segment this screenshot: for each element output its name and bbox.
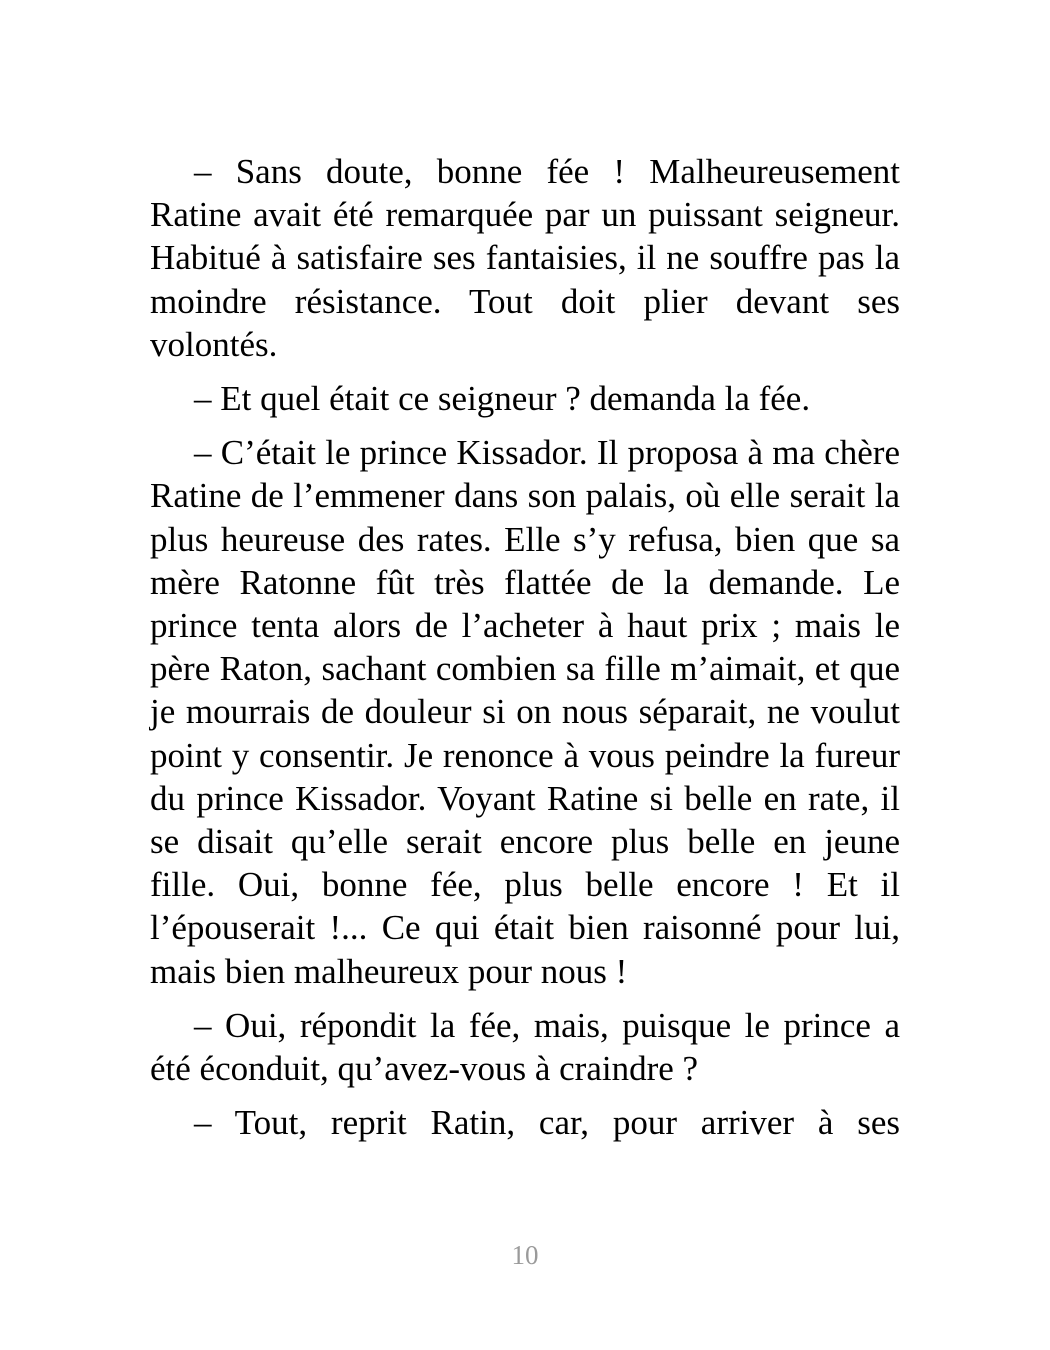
paragraph-1: – Sans doute, bonne fée ! Malheureusement Ratine avait été remarquée par un puissant seigneur. Habitué à satisfaire ses fantaisies, il ne souffre pas la moindre résistance. Tout doit plier devant ses volontés.	[150, 152, 900, 364]
page-body	[150, 150, 900, 1155]
paragraph-2: – Et quel était ce seigneur ? demanda la fée.	[194, 379, 811, 419]
paragraph-3: – C’était le prince Kissador. Il proposa à ma chère Ratine de l’emmener dans son palais, où elle serait la plus heureuse des rates. Elle s’y refusa, bien que sa mère Ratonne fût très flattée de la demande. Le prince tenta alors de l’acheter à haut prix ; mais le père Raton, sachant combien sa fille m’aimait, et que je mourrais de douleur si on nous séparait, ne voulut point y consentir. Je renonce à vous peindre la fureur du prince Kissador. Voyant Ratine si belle en rate, il se disait qu’elle serait encore plus belle en jeune fille. Oui, bonne fée, plus belle encore ! Et il l’épouserait !... Ce qui était bien raisonné pour lui, mais bien malheureux pour nous !	[150, 433, 900, 991]
paragraph-4: – Oui, répondit la fée, mais, puisque le prince a été éconduit, qu’avez-vous à craindre ?	[150, 1005, 900, 1089]
page-number: 10	[511, 1240, 539, 1270]
paragraph-5: – Tout, reprit Ratin, car, pour arriver à ses	[194, 1103, 900, 1143]
